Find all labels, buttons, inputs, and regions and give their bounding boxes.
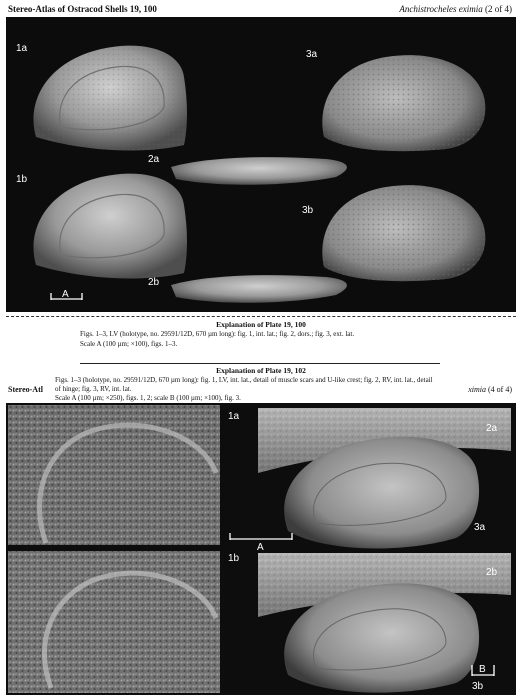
scale-label-a-bottom: A <box>257 542 264 553</box>
explanation-102-line1: Figs. 1–3 (holotype, no. 29591/12D, 670 µm long): fig. 1, LV, int. lat., detail of muscle scars and U-like crest; fig. 2, RV, int. lat., detail <box>55 376 433 384</box>
overlap-header-left: Stereo-Atl <box>8 385 43 394</box>
scale-bar-b <box>472 664 494 676</box>
rule-line <box>80 363 440 364</box>
shell-3a <box>322 55 485 151</box>
overlap-species: ximia <box>468 385 486 394</box>
explanation-102-title: Explanation of Plate 19, 102 <box>216 366 306 375</box>
shell-2a <box>171 157 347 185</box>
overlap-page-count: (4 of 4) <box>486 385 512 394</box>
explanation-102-line3: Scale A (100 µm; ×250), figs. 1, 2; scale B (100 µm; ×100), fig. 3. <box>55 394 241 402</box>
fig-label-1b: 1b <box>16 174 28 185</box>
shell-1a <box>34 46 187 151</box>
fig-label-2a: 2a <box>148 154 160 165</box>
dashed-separator <box>6 316 516 317</box>
page-count: (2 of 4) <box>482 4 512 14</box>
running-header-left: Stereo-Atlas of Ostracod Shells 19, 100 <box>8 4 157 14</box>
species-name: Anchistrocheles eximia <box>399 4 483 14</box>
plate-102-figure <box>6 403 516 695</box>
overlap-header-right <box>468 385 512 394</box>
fig-label-1b-b: 1b <box>228 553 240 564</box>
plate-100-svg <box>6 17 516 312</box>
explanation-100-title: Explanation of Plate 19, 100 <box>216 320 306 329</box>
scale-bar-a <box>51 289 82 300</box>
shell-3b <box>322 185 485 281</box>
running-header-right <box>399 4 512 14</box>
detail-1a <box>8 405 220 545</box>
scale-label-a: A <box>62 289 69 300</box>
plate-100-figure <box>6 17 516 312</box>
fig-label-3b: 3b <box>302 205 314 216</box>
fig-label-1a: 1a <box>16 43 28 54</box>
fig-label-3a: 3a <box>306 49 318 60</box>
fig-label-2b: 2b <box>148 277 160 288</box>
plate-102-svg <box>6 403 516 695</box>
shell-2b <box>171 275 347 303</box>
detail-1b <box>8 551 220 693</box>
scale-bar-a-bottom <box>230 533 292 553</box>
explanation-100-line2: Scale A (100 µm; ×100), figs. 1–3. <box>80 340 178 348</box>
fig-label-3a-b: 3a <box>474 522 486 533</box>
fig-label-1a-b: 1a <box>228 411 240 422</box>
fig-label-2b-b: 2b <box>486 567 498 578</box>
fig-label-3b-b: 3b <box>472 681 484 692</box>
scale-label-b: B <box>479 664 486 675</box>
explanation-100-line1: Figs. 1–3, LV (holotype, no. 29591/12D, 670 µm long): fig. 1, int. lat.; fig. 2, dors.; fig. 3, ext. lat. <box>80 330 355 338</box>
explanation-102-line2: of hinge; fig. 3, RV, int. lat. <box>55 385 132 393</box>
fig-label-2a-b: 2a <box>486 423 498 434</box>
shell-1b <box>34 174 187 279</box>
